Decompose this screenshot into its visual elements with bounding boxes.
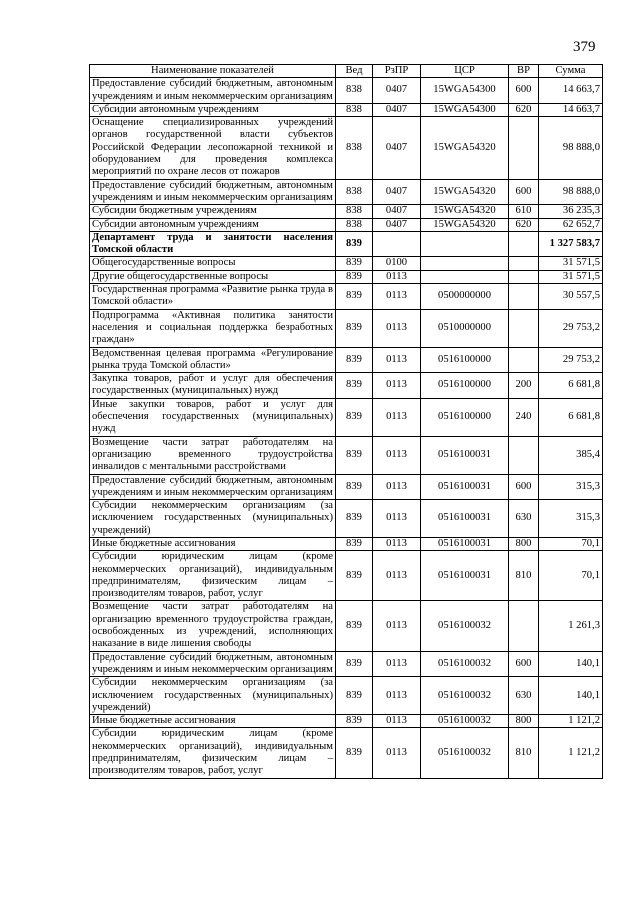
row-csr: 15WGA54320: [421, 117, 509, 179]
row-rzpr: 0113: [373, 601, 421, 651]
row-csr: [421, 231, 509, 257]
row-sum: 315,3: [539, 500, 603, 538]
row-csr: 0500000000: [421, 284, 509, 310]
row-rzpr: 0407: [373, 205, 421, 218]
row-csr: 0516100000: [421, 373, 509, 399]
row-ved: 839: [336, 373, 373, 399]
table-row: [90, 103, 603, 116]
row-vr: 600: [509, 474, 539, 500]
row-ved: 839: [336, 500, 373, 538]
row-ved: 839: [336, 284, 373, 310]
row-sum: 31 571,5: [539, 270, 603, 283]
row-name: Предоставление субсидий бюджетным, автономным учреждениям и иным некоммерческим организациям: [90, 474, 336, 500]
row-sum: 98 888,0: [539, 117, 603, 179]
row-rzpr: 0100: [373, 257, 421, 270]
row-ved: 839: [336, 270, 373, 283]
row-ved: 839: [336, 651, 373, 677]
row-ved: 839: [336, 347, 373, 373]
header-csr: ЦСР: [421, 65, 509, 78]
row-vr: 600: [509, 179, 539, 205]
row-vr: 810: [509, 728, 539, 778]
row-rzpr: 0113: [373, 537, 421, 550]
row-sum: 6 681,8: [539, 373, 603, 399]
row-rzpr: 0113: [373, 551, 421, 601]
row-vr: 600: [509, 78, 539, 104]
row-ved: 839: [336, 715, 373, 728]
row-name: Иные бюджетные ассигнования: [90, 537, 336, 550]
row-vr: [509, 284, 539, 310]
row-rzpr: 0113: [373, 309, 421, 347]
row-ved: 839: [336, 537, 373, 550]
row-name: Закупка товаров, работ и услуг для обеспечения государственных (муниципальных) нужд: [90, 373, 336, 399]
row-ved: 839: [336, 436, 373, 474]
table-row: [90, 728, 603, 778]
row-name: Департамент труда и занятости населения Томской области: [90, 231, 336, 257]
row-rzpr: 0113: [373, 398, 421, 436]
row-sum: 70,1: [539, 537, 603, 550]
row-vr: 810: [509, 551, 539, 601]
row-ved: 839: [336, 309, 373, 347]
row-sum: 1 121,2: [539, 728, 603, 778]
row-ved: 838: [336, 205, 373, 218]
table-row: [90, 257, 603, 270]
row-csr: 0516100031: [421, 537, 509, 550]
row-vr: [509, 309, 539, 347]
header-name: Наименование показателей: [90, 65, 336, 78]
row-vr: 620: [509, 218, 539, 231]
row-csr: 0510000000: [421, 309, 509, 347]
row-sum: 36 235,3: [539, 205, 603, 218]
row-vr: 800: [509, 715, 539, 728]
row-csr: 15WGA54320: [421, 179, 509, 205]
table-row: [90, 205, 603, 218]
table-row: [90, 309, 603, 347]
row-ved: 838: [336, 179, 373, 205]
table-row: [90, 373, 603, 399]
row-csr: 0516100031: [421, 436, 509, 474]
row-vr: [509, 436, 539, 474]
row-name: Общегосударственные вопросы: [90, 257, 336, 270]
row-name: Субсидии некоммерческим организациям (за исключением государственных (муниципальных) учреждений): [90, 677, 336, 715]
row-ved: 838: [336, 78, 373, 104]
row-csr: 0516100032: [421, 677, 509, 715]
row-vr: 610: [509, 205, 539, 218]
table-row: [90, 78, 603, 104]
table-row: [90, 715, 603, 728]
row-name: Субсидии некоммерческим организациям (за исключением государственных (муниципальных) учреждений): [90, 500, 336, 538]
row-ved: 839: [336, 601, 373, 651]
row-name: Субсидии автономным учреждениям: [90, 103, 336, 116]
table-row: [90, 117, 603, 179]
row-ved: 839: [336, 231, 373, 257]
table-row: [90, 398, 603, 436]
page-number: 379: [573, 39, 596, 55]
row-sum: 1 327 583,7: [539, 231, 603, 257]
row-vr: [509, 601, 539, 651]
row-ved: 838: [336, 117, 373, 179]
budget-table: [89, 64, 603, 779]
row-name: Возмещение части затрат работодателям на организацию временного трудоустройства инвалидов с ментальными расстройствами: [90, 436, 336, 474]
row-rzpr: 0113: [373, 651, 421, 677]
row-csr: 0516100000: [421, 347, 509, 373]
row-rzpr: 0113: [373, 347, 421, 373]
row-name: Субсидии юридическим лицам (кроме некоммерческих организаций), индивидуальным предпринимателям, физическим лицам – производителям товаров, работ, услуг: [90, 551, 336, 601]
row-sum: 30 557,5: [539, 284, 603, 310]
table-row: [90, 500, 603, 538]
row-rzpr: 0113: [373, 474, 421, 500]
row-rzpr: 0113: [373, 373, 421, 399]
row-name: Субсидии автономным учреждениям: [90, 218, 336, 231]
row-name: Субсидии бюджетным учреждениям: [90, 205, 336, 218]
row-sum: 14 663,7: [539, 78, 603, 104]
row-sum: 31 571,5: [539, 257, 603, 270]
table-row: [90, 551, 603, 601]
header-sum: Сумма: [539, 65, 603, 78]
row-name: Иные бюджетные ассигнования: [90, 715, 336, 728]
row-sum: 70,1: [539, 551, 603, 601]
row-sum: 29 753,2: [539, 309, 603, 347]
row-ved: 839: [336, 677, 373, 715]
row-rzpr: 0407: [373, 78, 421, 104]
row-csr: 15WGA54320: [421, 218, 509, 231]
row-rzpr: 0113: [373, 677, 421, 715]
row-sum: 98 888,0: [539, 179, 603, 205]
row-csr: 15WGA54320: [421, 205, 509, 218]
row-ved: 839: [336, 398, 373, 436]
header-vr: ВР: [509, 65, 539, 78]
row-rzpr: 0113: [373, 436, 421, 474]
row-csr: 0516100032: [421, 651, 509, 677]
row-name: Другие общегосударственные вопросы: [90, 270, 336, 283]
row-sum: 1 261,3: [539, 601, 603, 651]
row-sum: 385,4: [539, 436, 603, 474]
row-ved: 839: [336, 728, 373, 778]
row-csr: 0516100032: [421, 601, 509, 651]
row-rzpr: [373, 231, 421, 257]
row-rzpr: 0407: [373, 218, 421, 231]
table-row: [90, 231, 603, 257]
row-sum: 62 652,7: [539, 218, 603, 231]
table-row: [90, 218, 603, 231]
table-row: [90, 436, 603, 474]
row-vr: [509, 117, 539, 179]
header-ved: Вед: [336, 65, 373, 78]
table-header-row: [90, 65, 603, 78]
table-row: [90, 474, 603, 500]
row-name: Иные закупки товаров, работ и услуг для обеспечения государственных (муниципальных) нужд: [90, 398, 336, 436]
row-vr: [509, 231, 539, 257]
row-name: Предоставление субсидий бюджетным, автономным учреждениям и иным некоммерческим организациям: [90, 651, 336, 677]
row-csr: 0516100031: [421, 551, 509, 601]
row-name: Предоставление субсидий бюджетным, автономным учреждениям и иным некоммерческим организациям: [90, 179, 336, 205]
row-csr: 15WGA54300: [421, 78, 509, 104]
row-ved: 839: [336, 551, 373, 601]
row-vr: 630: [509, 500, 539, 538]
row-sum: 6 681,8: [539, 398, 603, 436]
row-sum: 14 663,7: [539, 103, 603, 116]
table-row: [90, 677, 603, 715]
row-csr: 0516100000: [421, 398, 509, 436]
row-csr: [421, 257, 509, 270]
row-csr: 15WGA54300: [421, 103, 509, 116]
table-row: [90, 347, 603, 373]
table-row: [90, 179, 603, 205]
table-row: [90, 537, 603, 550]
row-vr: [509, 257, 539, 270]
row-vr: 630: [509, 677, 539, 715]
row-rzpr: 0113: [373, 500, 421, 538]
header-rzpr: РзПР: [373, 65, 421, 78]
row-vr: 600: [509, 651, 539, 677]
row-name: Подпрограмма «Активная политика занятости населения и социальная поддержка безработных граждан»: [90, 309, 336, 347]
row-name: Ведомственная целевая программа «Регулирование рынка труда Томской области»: [90, 347, 336, 373]
row-vr: [509, 270, 539, 283]
row-name: Возмещение части затрат работодателям на организацию временного трудоустройства граждан, освобожденных из учреждений, исполняющих наказание в виде лишения свободы: [90, 601, 336, 651]
row-csr: [421, 270, 509, 283]
row-csr: 0516100031: [421, 474, 509, 500]
row-name: Государственная программа «Развитие рынка труда в Томской области»: [90, 284, 336, 310]
row-vr: 800: [509, 537, 539, 550]
row-name: Предоставление субсидий бюджетным, автономным учреждениям и иным некоммерческим организациям: [90, 78, 336, 104]
row-rzpr: 0113: [373, 728, 421, 778]
row-vr: 240: [509, 398, 539, 436]
row-sum: 140,1: [539, 651, 603, 677]
row-rzpr: 0407: [373, 103, 421, 116]
row-vr: [509, 347, 539, 373]
row-sum: 29 753,2: [539, 347, 603, 373]
row-csr: 0516100031: [421, 500, 509, 538]
row-rzpr: 0113: [373, 270, 421, 283]
row-ved: 838: [336, 218, 373, 231]
row-sum: 315,3: [539, 474, 603, 500]
row-vr: 620: [509, 103, 539, 116]
row-name: Субсидии юридическим лицам (кроме некоммерческих организаций), индивидуальным предпринимателям, физическим лицам – производителям товаров, работ, услуг: [90, 728, 336, 778]
row-rzpr: 0113: [373, 284, 421, 310]
row-sum: 1 121,2: [539, 715, 603, 728]
row-ved: 839: [336, 474, 373, 500]
row-rzpr: 0407: [373, 117, 421, 179]
row-ved: 838: [336, 103, 373, 116]
row-rzpr: 0113: [373, 715, 421, 728]
row-rzpr: 0407: [373, 179, 421, 205]
table-row: [90, 284, 603, 310]
table-row: [90, 651, 603, 677]
row-name: Оснащение специализированных учреждений органов государственной власти субъектов Российской Федерации лесопожарной техникой и оборудованием для проведения комплекса мероприятий по охране лесов от пожаров: [90, 117, 336, 179]
table-row: [90, 270, 603, 283]
row-sum: 140,1: [539, 677, 603, 715]
table-row: [90, 601, 603, 651]
row-ved: 839: [336, 257, 373, 270]
row-vr: 200: [509, 373, 539, 399]
row-csr: 0516100032: [421, 715, 509, 728]
row-csr: 0516100032: [421, 728, 509, 778]
